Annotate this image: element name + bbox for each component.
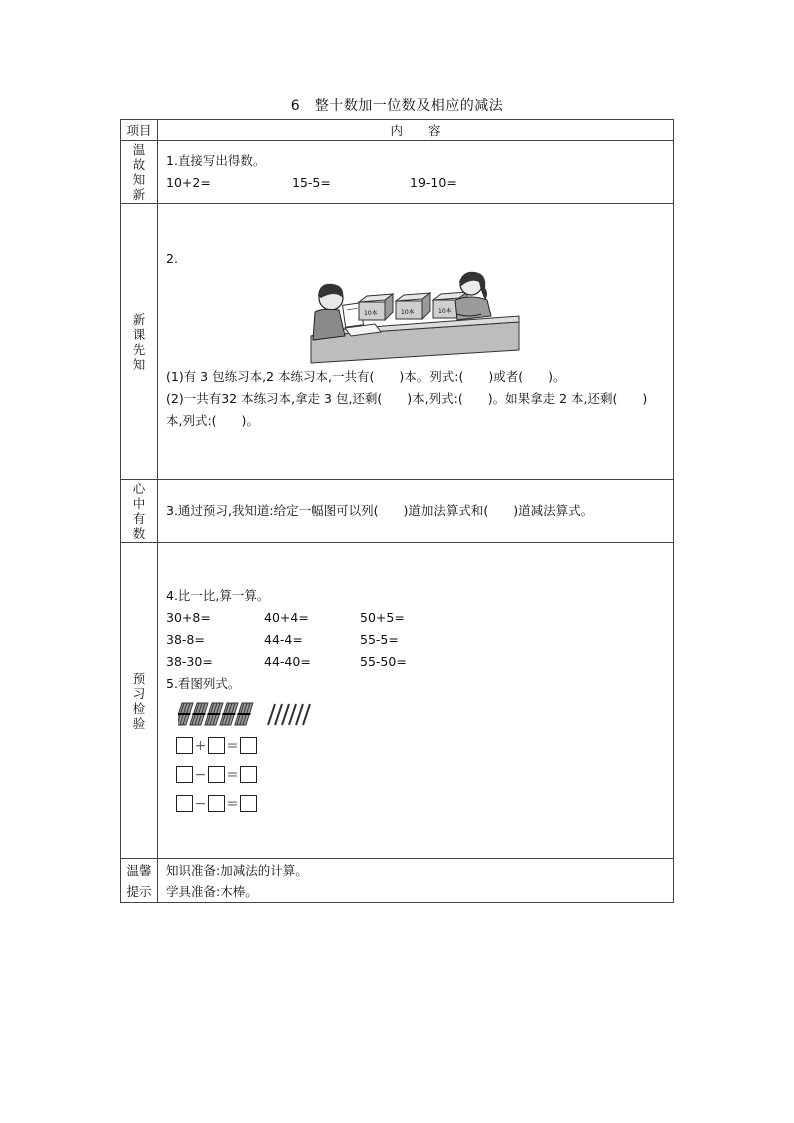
answer-box[interactable] [240,795,257,812]
sticks-illustration [178,699,328,729]
answer-box[interactable] [240,766,257,783]
answer-box[interactable] [176,766,193,783]
equation-row-add: + = [166,731,665,760]
tip-materials: 学具准备:木棒。 [166,883,258,899]
page-title: 6 整十数加一位数及相应的减法 [290,98,504,114]
preview-label: 预 习 检 验 [121,543,158,859]
question-4: 4.比一比,算一算。 [166,588,270,603]
expr: 10+2= [166,175,211,190]
svg-text:10本: 10本 [437,308,452,315]
compare-row: 38-8= 44-4= 55-5= [166,632,399,647]
equation-row-subtract: − = [166,789,665,818]
answer-box[interactable] [208,737,225,754]
box [396,293,430,319]
answer-box[interactable] [176,795,193,812]
preview-row [121,543,674,859]
question-5: 5.看图列式。 [166,676,241,691]
new-lesson-content [158,204,674,480]
question-3: 3.通过预习,我知道:给定一幅图可以列( )道加法算式和( )道减法算式。 [166,503,594,518]
answer-box[interactable] [176,737,193,754]
compare-row: 38-30= 44-40= 55-50= [166,654,407,669]
heart-label: 心 中 有 数 [121,480,158,543]
tip-knowledge: 知识准备:加减法的计算。 [166,862,308,878]
teacher-student-illustration [301,270,531,366]
question-2-part-2-cont: 本,列式:( )。 [166,413,259,428]
tips-row [121,859,674,903]
answer-box[interactable] [208,795,225,812]
equation-row-subtract: − = [166,760,665,789]
tips-label: 温馨 提示 [121,859,158,903]
review-content [158,141,674,204]
expr: 19-10= [410,175,457,190]
preview-content [158,543,674,859]
header-content: 内 容 [158,120,674,141]
heart-row [121,480,674,543]
answer-box[interactable] [208,766,225,783]
expr: 15-5= [292,175,331,190]
header-item: 项目 [121,120,158,141]
svg-text:10本: 10本 [400,309,415,316]
heart-content [158,480,674,543]
review-row [121,141,674,204]
question-2: 2. [166,251,178,266]
question-2-part-2: (2)一共有32 本练习本,拿走 3 包,还剩( )本,列式:( )。如果拿走 2 本,还剩( ) [166,391,648,406]
compare-row: 30+8= 40+4= 50+5= [166,610,405,625]
table-header-row [121,120,674,141]
tips-content [158,859,674,903]
new-lesson-label: 新 课 先 知 [121,204,158,480]
review-expressions [166,172,665,194]
lesson-table [120,119,674,903]
new-lesson-row [121,204,674,480]
review-label: 温 故 知 新 [121,141,158,204]
answer-box[interactable] [240,737,257,754]
question-1: 1.直接写出得数。 [166,153,266,168]
svg-text:10本: 10本 [363,310,378,317]
question-2-part-1: (1)有 3 包练习本,2 本练习本,一共有( )本。列式:( )或者( )。 [166,369,566,384]
box [359,294,393,320]
